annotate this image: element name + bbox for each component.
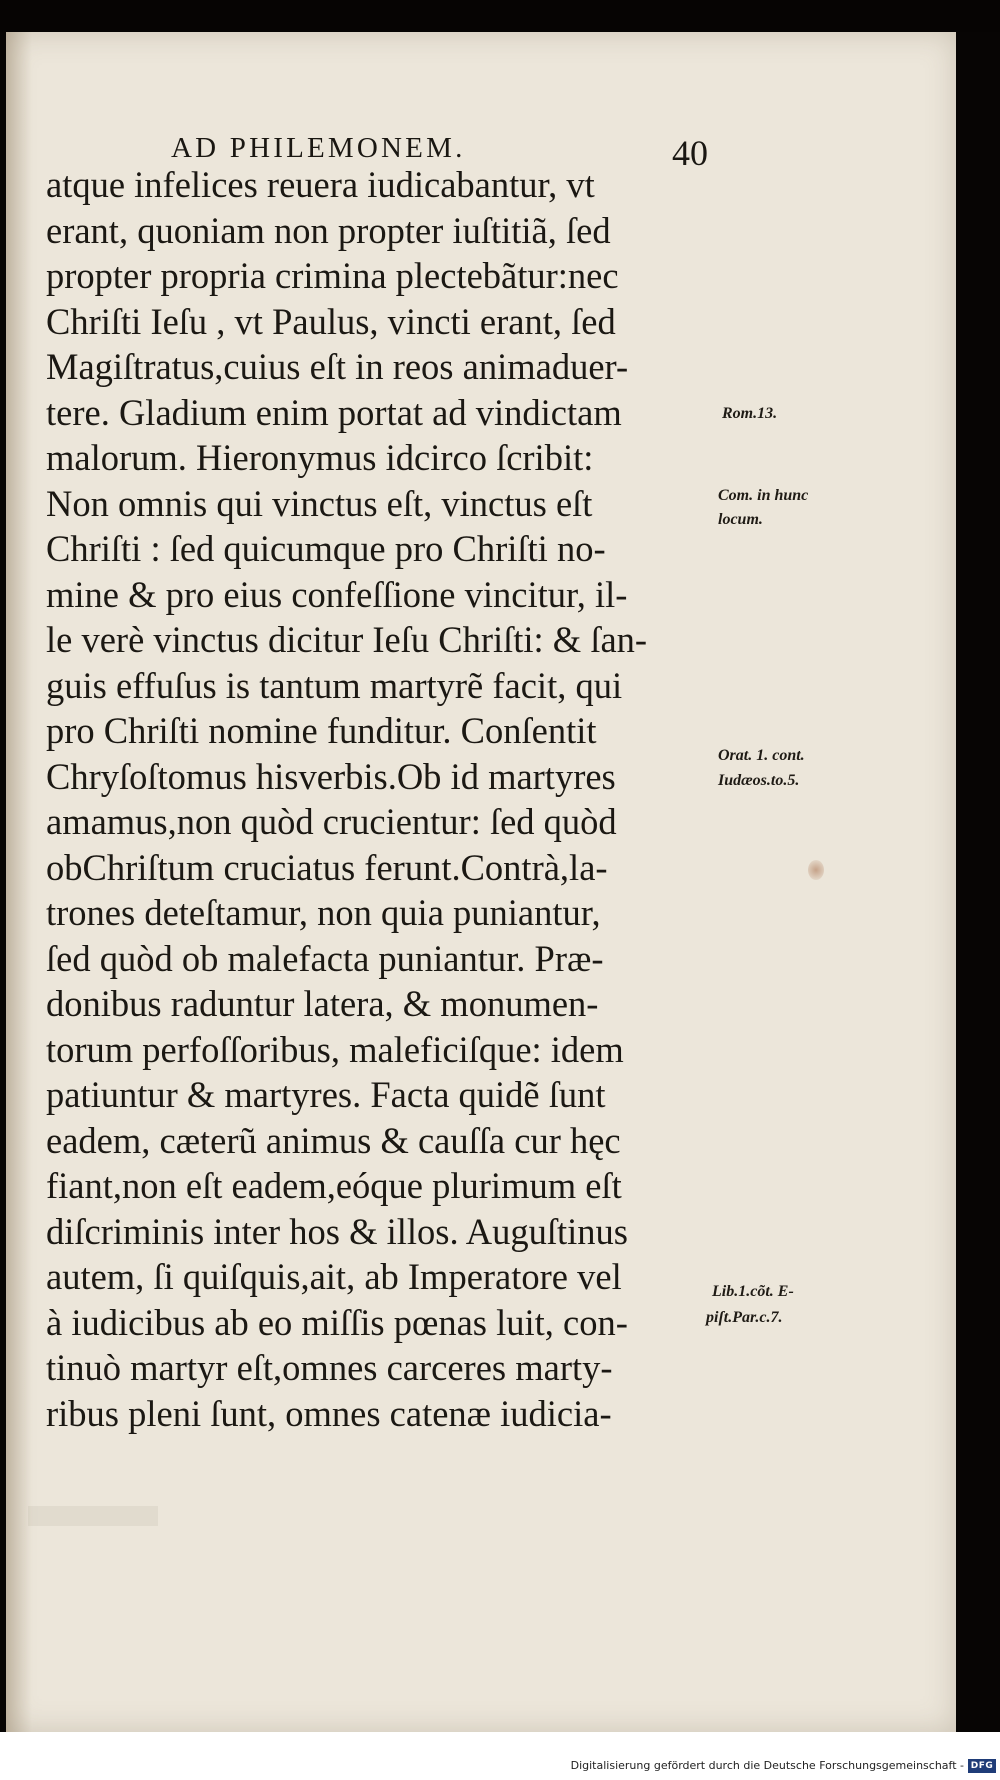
text-line: trones deteſtamur, non quia puniantur,: [46, 892, 601, 933]
text-line: donibus raduntur latera, & monumen-: [46, 983, 599, 1024]
running-head: AD PHILEMONEM.: [171, 132, 466, 164]
text-line: Chriſti Ieſu , vt Paulus, vincti erant, ſed: [46, 300, 616, 342]
book-page: [6, 32, 956, 1732]
text-line: fiant,non eſt eadem,eóque plurimum eſt: [46, 1165, 622, 1206]
text-line: Chriſti : ſed quicumque pro Chriſti no-: [46, 528, 606, 569]
text-line: Non omnis qui vinctus eſt, vinctus eſt: [46, 482, 593, 524]
text-line: ribus pleni ſunt, omnes catenæ iudicia-: [46, 1392, 612, 1434]
margin-note-orat: Orat. 1. cont.: [718, 747, 805, 764]
text-line: patiuntur & martyres. Facta quidẽ ſunt: [46, 1074, 606, 1115]
text-line: tinuò martyr eſt,omnes carceres marty-: [46, 1347, 613, 1388]
text-line: eadem, cæterũ animus & cauſſa cur hęc: [46, 1119, 621, 1161]
margin-note-rom: Rom.13.: [722, 405, 778, 422]
text-line: Chryſoſtomus hisverbis.Ob id martyres: [46, 755, 616, 797]
margin-note-locum: locum.: [718, 511, 763, 528]
text-line: torum perfoſſoribus, maleficiſque: idem: [46, 1028, 624, 1070]
text-line: mine & pro eius confeſſione vincitur, il-: [46, 573, 628, 615]
scanner-bottom-band: [0, 1732, 1000, 1758]
margin-note-pist: piſt.Par.c.7.: [706, 1309, 783, 1326]
text-line: ſed quòd ob malefacta puniantur. Præ-: [46, 937, 604, 979]
text-line: atque infelices reuera iudicabantur, vt: [46, 164, 595, 205]
text-line: le verè vinctus dicitur Ieſu Chriſti: & ſan-: [46, 619, 648, 660]
text-line: guis effuſus is tantum martyrẽ facit, qui: [46, 664, 623, 706]
text-line: amamus,non quòd crucientur: ſed quòd: [46, 801, 617, 842]
text-line: obChriſtum cruciatus ferunt.Contrà,la-: [46, 846, 608, 888]
paper-stain: [808, 860, 824, 880]
body-text: [46, 162, 726, 1436]
digitization-credit: Digitalisierung gefördert durch die Deutsche Forschungsgemeinschaft -: [570, 1759, 964, 1772]
text-line: pro Chriſti nomine funditur. Conſentit: [46, 710, 597, 751]
offset-print-ghost: [28, 1506, 158, 1526]
text-line: erant, quoniam non propter iuſtitiã, ſed: [46, 209, 611, 251]
dfg-logo: DFG: [968, 1759, 996, 1773]
page-number: 40: [672, 133, 708, 173]
margin-note-com: Com. in hunc: [718, 487, 809, 504]
margin-note-lib: Lib.1.cõt. E-: [712, 1283, 794, 1300]
scanner-top-edge: [0, 0, 1000, 32]
text-line: malorum. Hieronymus idcirco ſcribit:: [46, 437, 594, 478]
text-line: autem, ſi quiſquis,ait, ab Imperatore vel: [46, 1256, 622, 1297]
text-line: à iudicibus ab eo miſſis pœnas luit, con-: [46, 1301, 628, 1343]
margin-note-iudaeos: Iudæos.to.5.: [718, 772, 800, 789]
text-line: diſcriminis inter hos & illos. Auguſtinus: [46, 1210, 628, 1252]
text-line: propter propria crimina plectebãtur:nec: [46, 255, 619, 296]
text-line: Magiſtratus,cuius eſt in reos animaduer-: [46, 346, 629, 387]
text-line: tere. Gladium enim portat ad vindictam: [46, 391, 622, 433]
